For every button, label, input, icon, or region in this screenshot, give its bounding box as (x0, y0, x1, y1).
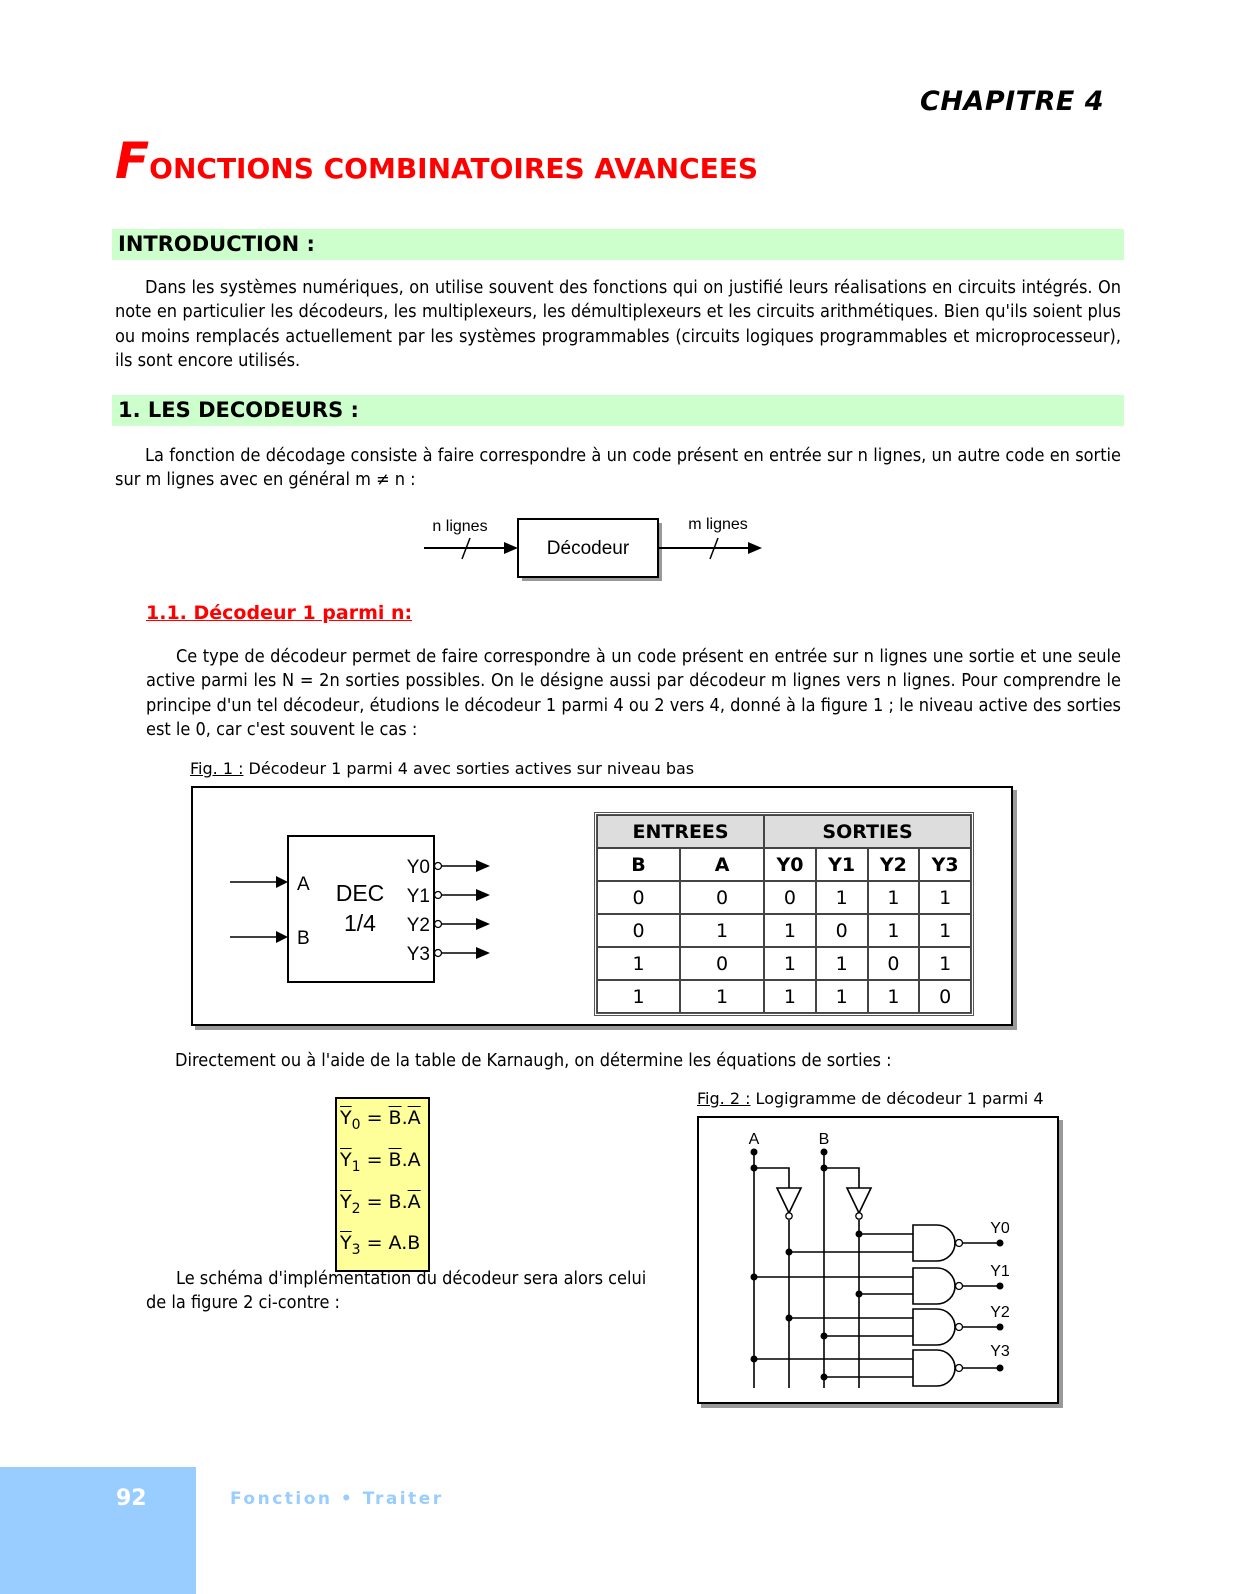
inverter-b-bubble (856, 1213, 862, 1219)
output-y3-arrow-icon (476, 947, 490, 959)
truth-table-column-header-row (597, 848, 971, 881)
table-cell: 0 (919, 980, 971, 1013)
group-header-entrees: ENTREES (597, 815, 764, 848)
junction-dot (856, 1291, 863, 1298)
column-header: Y2 (868, 848, 920, 881)
equation-term: $\overline{A}$ (407, 1107, 421, 1129)
table-row (597, 881, 971, 914)
output-y0-label: Y0 (990, 1220, 1010, 1237)
fig2-logic-diagram (697, 1116, 1057, 1402)
karnaugh-sentence: Directement ou à l'aide de la table de Karnaugh, on détermine les équations de sorties : (175, 1050, 892, 1071)
junction-dot (751, 1274, 758, 1281)
equation-term: . (401, 1190, 408, 1213)
decoder-block-diagram (410, 505, 780, 595)
truth-table-group-header-row (597, 815, 971, 848)
fig2-caption (697, 1089, 1044, 1108)
table-row (597, 914, 971, 947)
output-y1-bubble (435, 892, 442, 899)
equation-row (340, 1226, 428, 1268)
input-a-label: A (748, 1131, 760, 1148)
input-a-arrow-icon (276, 876, 288, 888)
schema-paragraph (146, 1267, 666, 1316)
table-cell: 1 (816, 947, 868, 980)
page-number: 92 (116, 1486, 147, 1511)
equation-row (340, 1143, 428, 1185)
nand-y1-bubble (956, 1283, 963, 1290)
input-a-label: A (297, 874, 310, 895)
decodeurs-text: La fonction de décodage consiste à faire correspondre à un code présent en entrée sur n lignes, un autre code en sortie sur m lignes avec en général m ≠ n : (115, 445, 1121, 491)
section-heading-decodeurs: 1. LES DECODEURS : (112, 395, 1124, 426)
nand-y3-bubble (956, 1365, 963, 1372)
input-b-arrow-icon (276, 931, 288, 943)
equals-sign: = (360, 1232, 389, 1255)
output-y0-arrow-icon (476, 860, 490, 872)
footer-page-block (0, 1467, 196, 1594)
equation-lhs: $\overline{Y}$ (340, 1232, 352, 1255)
decoder-block-label: Décodeur (546, 538, 630, 559)
input-b-label: B (818, 1131, 830, 1148)
table-cell: 1 (919, 947, 971, 980)
equation-lhs: $\overline{Y}$ (340, 1190, 352, 1213)
decodeur-1-parmi-n-text: Ce type de décodeur permet de faire correspondre à un code présent en entrée sur n lignes une sortie et une seule active parmi les N = 2n sorties possibles. On le désigne aussi par décodeur m lignes vers n lignes. Pour comprendre le principe d'un tel décodeur, étudions le décodeur 1 parmi 4 ou 2 vers 4, donné à la figure 1 ; le niveau active des sorties est le 0, car c'est souvent le cas : (146, 646, 1121, 740)
output-dot (997, 1324, 1004, 1331)
dec-name-line2: 1/4 (344, 910, 376, 936)
junction-dot (821, 1149, 828, 1156)
table-cell: 1 (868, 980, 920, 1013)
output-dot (997, 1240, 1004, 1247)
nand-y2-bubble (956, 1324, 963, 1331)
fig2-caption-prefix: Fig. 2 : (697, 1089, 751, 1108)
table-cell: 0 (816, 914, 868, 947)
table-cell: 1 (680, 980, 764, 1013)
nand-gate-y0-icon (913, 1225, 955, 1261)
input-b-label: B (297, 928, 310, 949)
table-cell: 1 (597, 947, 680, 980)
output-y3-label: Y3 (990, 1343, 1010, 1360)
table-cell: 1 (764, 980, 816, 1013)
truth-table (594, 812, 974, 1016)
equation-term: A (388, 1232, 402, 1255)
inverter-a-bubble (786, 1213, 792, 1219)
junction-dot (751, 1149, 758, 1156)
table-cell: 0 (597, 914, 680, 947)
table-row (597, 980, 971, 1013)
fig2-caption-text: Logigramme de décodeur 1 parmi 4 (750, 1089, 1044, 1108)
equation-term: B (388, 1190, 402, 1213)
output-y2-label: Y2 (406, 915, 430, 936)
table-cell: 1 (764, 914, 816, 947)
column-header: Y1 (816, 848, 868, 881)
junction-dot (751, 1165, 758, 1172)
inverter-b-feed (824, 1168, 859, 1188)
output-y2-arrow-icon (476, 918, 490, 930)
inverter-b-icon (847, 1188, 871, 1213)
footer-text: Fonction • Traiter (230, 1489, 444, 1509)
nand-gate-y2-icon (913, 1309, 955, 1345)
group-header-sorties: SORTIES (764, 815, 971, 848)
output-dot (997, 1283, 1004, 1290)
equals-sign: = (360, 1107, 389, 1129)
table-cell: 1 (680, 914, 764, 947)
equation-subscript: 3 (351, 1242, 361, 1259)
equation-term: . (401, 1107, 408, 1129)
table-cell: 0 (597, 881, 680, 914)
equation-subscript: 0 (351, 1116, 361, 1133)
equation-term: $\overline{B}$ (388, 1107, 402, 1129)
table-cell: 0 (764, 881, 816, 914)
junction-dot (786, 1315, 793, 1322)
column-header: Y0 (764, 848, 816, 881)
nand-y0-bubble (956, 1240, 963, 1247)
table-cell: 1 (816, 881, 868, 914)
equation-row (340, 1185, 428, 1227)
introduction-text: Dans les systèmes numériques, on utilise souvent des fonctions qui on justifié leurs réalisations en circuits intégrés. On note en particulier les décodeurs, les multiplexeurs, les démultiplexeurs et les circuits arithmétiques. Bien qu'ils soient plus ou moins remplacés actuellement par les systèmes programmables (circuits logiques programmables et microprocesseur), ils sont encore utilisés. (115, 277, 1121, 371)
section-heading-introduction: INTRODUCTION : (112, 229, 1124, 260)
page-title (115, 132, 758, 190)
equals-sign: = (360, 1148, 389, 1171)
equation-term: $\overline{B}$ (388, 1148, 402, 1171)
fig1-caption (190, 759, 694, 778)
equation-subscript: 1 (351, 1158, 361, 1175)
output-y0-bubble (435, 863, 442, 870)
output-y3-label: Y3 (406, 944, 430, 965)
column-header: Y3 (919, 848, 971, 881)
equation-subscript: 2 (351, 1200, 361, 1217)
schema-text: Le schéma d'implémentation du décodeur sera alors celui de la figure 2 ci-contre : (146, 1268, 647, 1314)
decodeur-1-parmi-n-paragraph (146, 645, 1121, 742)
output-y2-label: Y2 (990, 1304, 1010, 1321)
introduction-paragraph (115, 276, 1121, 373)
equation-term: . (401, 1148, 408, 1171)
table-cell: 1 (919, 914, 971, 947)
title-rest: ONCTIONS COMBINATOIRES AVANCEES (149, 152, 759, 185)
equation-term: B (407, 1232, 421, 1255)
equation-term: A (407, 1148, 421, 1171)
inverter-a-icon (777, 1188, 801, 1213)
table-cell: 1 (597, 980, 680, 1013)
equals-sign: = (360, 1190, 389, 1213)
equation-row (340, 1101, 428, 1143)
equation-lhs: $\overline{Y}$ (340, 1107, 352, 1129)
output-label: m lignes (688, 516, 748, 533)
junction-dot (751, 1356, 758, 1363)
table-cell: 0 (680, 947, 764, 980)
nand-gate-y3-icon (913, 1350, 955, 1386)
nand-gate-y1-icon (913, 1268, 955, 1304)
output-y1-label: Y1 (406, 886, 430, 907)
subsection-heading: 1.1. Décodeur 1 parmi n: (146, 602, 413, 624)
table-cell: 1 (919, 881, 971, 914)
output-y2-bubble (435, 921, 442, 928)
equation-lhs: $\overline{Y}$ (340, 1148, 352, 1171)
input-arrow-icon (504, 542, 518, 554)
table-cell: 1 (764, 947, 816, 980)
dec-1-4-symbol (220, 830, 510, 990)
output-dot (997, 1365, 1004, 1372)
junction-dot (786, 1249, 793, 1256)
equation-term: $\overline{A}$ (407, 1190, 421, 1213)
table-row (597, 947, 971, 980)
chapter-label: CHAPITRE 4 (920, 86, 1104, 117)
title-initial: F (115, 132, 150, 190)
table-cell: 1 (816, 980, 868, 1013)
output-y1-label: Y1 (990, 1263, 1010, 1280)
fig1-caption-text: Décodeur 1 parmi 4 avec sorties actives sur niveau bas (243, 759, 695, 778)
equations-box (335, 1097, 430, 1272)
output-arrow-icon (748, 542, 762, 554)
column-header: A (680, 848, 764, 881)
inverter-a-feed (754, 1168, 789, 1188)
table-cell: 1 (868, 881, 920, 914)
output-y1-arrow-icon (476, 889, 490, 901)
table-cell: 0 (868, 947, 920, 980)
table-cell: 1 (868, 914, 920, 947)
junction-dot (821, 1165, 828, 1172)
output-y3-bubble (435, 950, 442, 957)
junction-dot (821, 1333, 828, 1340)
table-cell: 0 (680, 881, 764, 914)
input-label: n lignes (432, 518, 488, 535)
junction-dot (821, 1374, 828, 1381)
junction-dot (856, 1231, 863, 1238)
fig1-caption-prefix: Fig. 1 : (190, 759, 244, 778)
dec-name-line1: DEC (335, 880, 385, 906)
decodeurs-paragraph (115, 444, 1121, 493)
equation-term: . (401, 1232, 408, 1255)
output-y0-label: Y0 (406, 857, 430, 878)
column-header: B (597, 848, 680, 881)
